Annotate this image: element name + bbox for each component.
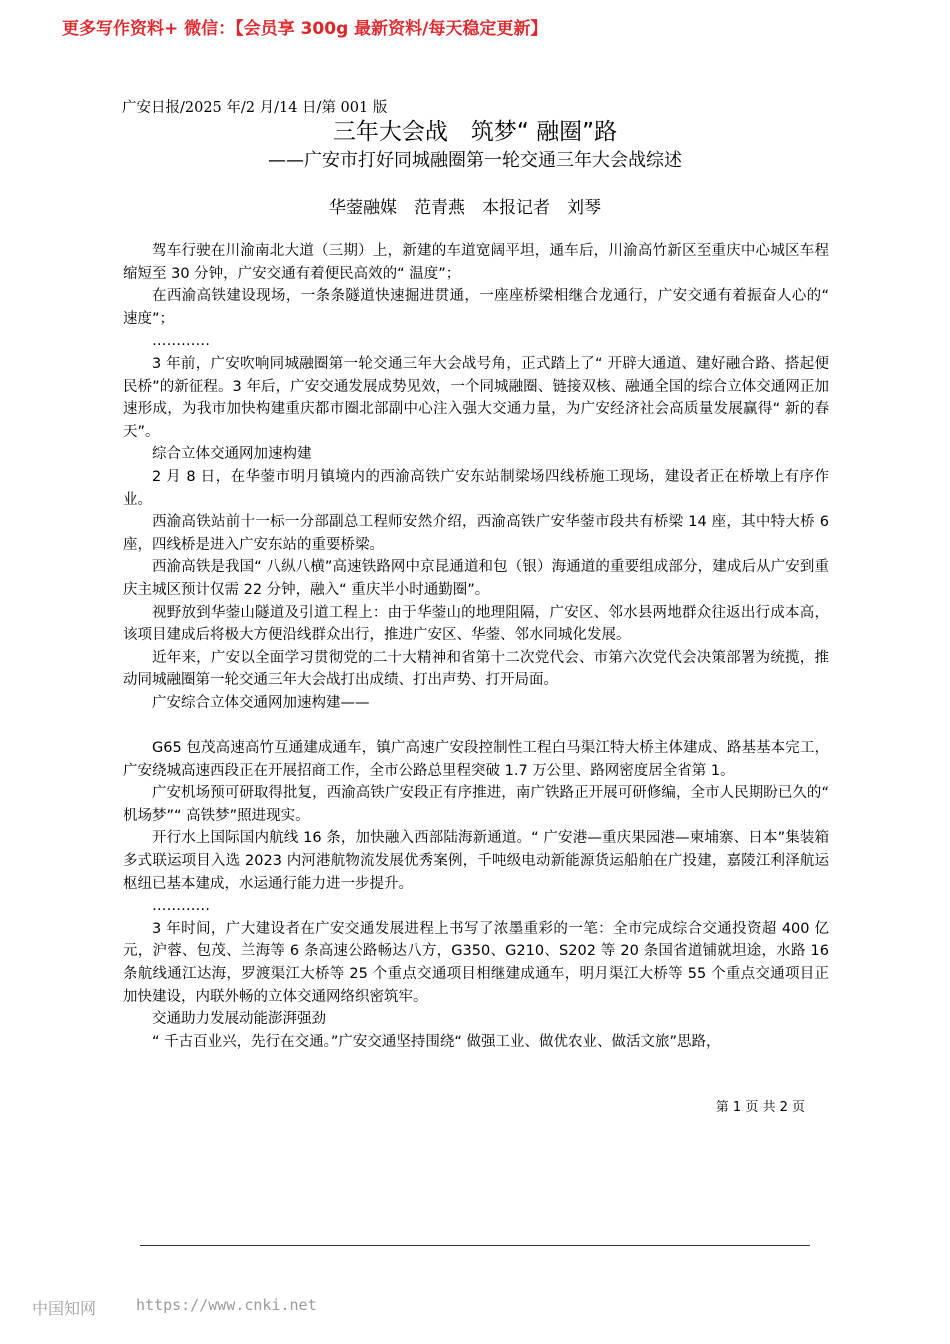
paragraph: 广安综合立体交通网加速构建—— [152,694,370,711]
article-title: 三年大会战 筑梦“ 融圈”路 [332,119,618,145]
article-body [123,240,829,1053]
page-indicator: 第 1 页 共 2 页 [715,1100,805,1115]
paragraph: 广安机场预可研取得批复，西渝高铁广安段正有序推进，南广铁路正开展可研修编，全市人民期盼已久的“ 机场梦”“ 高铁梦”照进现实。 [123,785,829,824]
paragraph: 驾车行驶在川渝南北大道（三期）上，新建的车道宽阔平坦，通车后，川渝高竹新区至重庆中心城区车程缩短至 30 分钟，广安交通有着便民高效的“ 温度”； [123,243,829,282]
paragraph: 在西渝高铁建设现场，一条条隧道快速掘进贯通，一座座桥梁相继合龙通行，广安交通有着振奋人心的“ 速度”； [123,288,829,327]
watermark-url[interactable]: https://www.cnki.net [136,1296,317,1314]
paragraph: 西渝高铁是我国“ 八纵八横”高速铁路网中京昆通道和包（银）海通道的重要组成部分，建成后从广安到重庆主城区预计仅需 22 分钟，融入“ 重庆半小时通勤圈”。 [123,559,829,598]
paragraph: 2 月 8 日，在华蓥市明月镇境内的西渝高铁广安东站制梁场四线桥施工现场，建设者正在桥墩上有序作业。 [123,468,829,508]
paragraph: 西渝高铁站前十一标一分部副总工程师安然介绍，西渝高铁广安华蓥市段共有桥梁 14 座，其中特大桥 6 座，四线桥是进入广安东站的重要桥梁。 [123,514,829,553]
blank-line [123,714,829,737]
watermark-site-name: 中国知网 [32,1299,97,1318]
paragraph: 视野放到华蓥山隧道及引道工程上：由于华蓥山的地理阻隔，广安区、邻水县两地群众往返出行成本高，该项目建成后将极大方便沿线群众出行，推进广安区、华蓥、邻水同城化发展。 [123,604,829,644]
byline: 华蓥融媒 范青燕 本报记者 刘琴 [329,198,601,218]
footer-divider [140,1245,810,1246]
paragraph: 开行水上国际国内航线 16 条，加快融入西部陆海新通道。“ 广安港—重庆果园港—柬埔寨、日本”集装箱多式联运项目入选 2023 内河港航物流发展优秀案例，千吨级电动新能源货运船舶在广投建，嘉陵江利泽航运枢纽已基本建成，水运通行能力进一步提升。 [123,830,829,892]
paragraph: 近年来，广安以全面学习贯彻党的二十大精神和省第十二次党代会、市第六次党代会决策部署为统揽，推动同城融圈第一轮交通三年大会战打出成绩、打出声势、打开局面。 [123,649,829,689]
section-heading: 交通助力发展动能澎湃强劲 [152,1011,326,1028]
section-heading: 综合立体交通网加速构建 [152,446,312,463]
source-line: 广安日报/2025 年/2 月/14 日/第 001 版 [122,100,388,116]
article-subtitle: ——广安市打好同城融圈第一轮交通三年大会战综述 [268,150,682,171]
paragraph: ………… [152,333,210,350]
paragraph: ………… [152,898,210,915]
paragraph: “ 千古百业兴，先行在交通。”广安交通坚持围绕“ 做强工业、做优农业、做活文旅”思路， [152,1033,721,1050]
paragraph: 3 年前，广安吹响同城融圈第一轮交通三年大会战号角，正式踏上了“ 开辟大通道、建好融合路、搭起便民桥”的新征程。3 年后，广安交通发展成势见效，一个同城融圈、链接双核、融通全国的综合立体交通网正加速形成，为我市加快构建重庆都市圈北部副中心注入强大交通力量，为广安经济社会高质量发展赢得“ 新的春天”。 [123,355,829,440]
paragraph: 3 年时间，广大建设者在广安交通发展进程上书写了浓墨重彩的一笔：全市完成综合交通投资超 400 亿元，沪蓉、包茂、兰海等 6 条高速公路畅达八方，G350、G210、S202 等 20 条国省道铺就坦途，水路 16 条航线通江达海，罗渡渠江大桥等 25 个重点交通项目相继建成通车，明月渠江大桥等 55 个重点交通项目正加快建设，内联外畅的立体交通网络织密筑牢。 [123,920,829,1005]
paragraph: G65 包茂高速高竹互通建成通车，镇广高速广安段控制性工程白马渠江特大桥主体建成、路基基本完工，广安绕城高速西段正在开展招商工作，全市公路总里程突破 1.7 万公里、路网密度居全省第 1。 [123,740,829,779]
promo-banner: 更多写作资料+ 微信：【会员享 300g 最新资料/每天稳定更新】 [62,19,548,39]
